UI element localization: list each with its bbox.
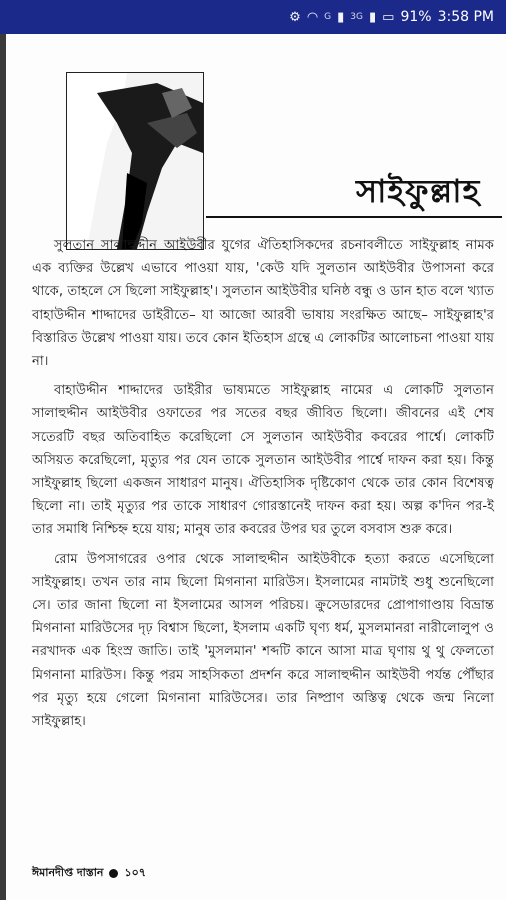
signal-label: G — [324, 12, 332, 22]
article-title: সাইফুল্লাহ — [356, 172, 481, 210]
article-illustration — [66, 72, 204, 250]
paragraph: সুলতান সালাহুদ্দীন আইউবীর যুগের ঐতিহাসিকদের রচনাবলীতে সাইফুল্লাহ নামক এক ব্যক্তির উল্লেখ এভাবে পাওয়া যায়, 'কেউ যদি সুলতান আইউবীর উপাসনা করে থাকে, তাহলে সে ছিলো সাইফুল্লাহ'। সুলতান আইউবীর ঘনিষ্ঠ বন্ধু ও ডান হাত বলে খ্যাত বাহাউদ্দীন শাদ্দাদের ডাইরীতে– যা আজো আরবী ভাষায় সংরক্ষিত আছে– সাইফুল্লাহ'র বিস্তারিত উল্লেখ পাওয়া যায়। তবে কোন ইতিহাস গ্রন্থে এ লোকটির আলোচনা পাওয়া যায় না। — [32, 238, 494, 370]
settings-gear-icon: ⚙ — [289, 9, 301, 25]
battery-icon: ▭ — [382, 9, 395, 25]
paragraph: রোম উপসাগরের ওপার থেকে সালাহুদ্দীন আইউবীকে হত্যা করতে এসেছিলো সাইফুল্লাহ। তখন তার নাম ছিলো মিগনানা মারিউস। ইসলামের নামটাই শুধু শুনেছিলো সে। তার জানা ছিলো না ইসলামের আসল পরিচয়। ক্রুসেডারদের প্রোপাগাণ্ডায় বিভ্রান্ত মিগনানা মারিউসের দৃঢ় বিশ্বাস ছিলো, ইসলাম একটি ঘৃণ্য ধর্ম, মুসলমানরা নারীলোলুপ ও নরখাদক এক হিংস্র জাতি। তাই 'মুসলমান' শব্দটি কানে আসা মাত্র ঘৃণায় থু থু ফেলতো মিগনানা মারিউস। কিন্তু পরম সাহসিকতা প্রদর্শন করে সালাহুদ্দীন আইউবী পর্যন্ত পৌঁছার পর মৃত্যু হয়ে গেলো মিগনানা মারিউসের। তার নিষ্প্রাণ অস্তিত্ব থেকে জন্ম নিলো সাইফুল্লাহ। — [32, 551, 494, 730]
title-underline — [206, 216, 502, 218]
page-number: ১০৭ — [124, 866, 146, 879]
page-footer — [32, 864, 146, 883]
signal-bars-icon: ▮ — [369, 9, 377, 25]
network-label: 3G — [350, 12, 363, 22]
paragraph: বাহাউদ্দীন শাদ্দাদের ডাইরীর ভাষ্যমতে সাইফুল্লাহ নামের এ লোকটি সুলতান সালাহুদ্দীন আইউবীর ওফাতের পর সতের বছর জীবিত ছিলো। জীবনের এই শেষ সতেরটি বছর অতিবাহিত করেছিলো সে সুলতান আইউবীর কবরের পার্শ্বে। লোকটি অসিয়ত করেছিলো, মৃত্যুর পর যেন তাকে সুলতান আইউবীর পার্শ্বে দাফন করা হয়। কিন্তু সাইফুল্লাহ ছিলো একজন সাধারণ মানুষ। ঐতিহাসিক দৃষ্টিকোণ থেকে তার কোন বিশেষত্ব ছিলো না। তাই মৃত্যুর পর তাকে সাধারণ গোরস্তানেই দাফন করা হয়। অল্প ক'দিন পর-ই তার সমাধি নিশ্চিহ্ন হয়ে যায়; মানুষ তার কবরের উপর ঘর তুলে বসবাস শুরু করে। — [32, 383, 494, 538]
article-body — [32, 234, 494, 739]
bullet-icon — [109, 869, 118, 878]
status-bar — [0, 0, 506, 34]
clock: 3:58 PM — [437, 9, 494, 25]
book-page[interactable] — [0, 34, 506, 900]
signal-icon: ▮ — [337, 9, 345, 25]
battery-percent: 91% — [400, 9, 432, 25]
footer-book-title: ঈমানদীপ্ত দাস্তান — [32, 866, 104, 879]
wifi-icon: ◠ — [306, 9, 319, 25]
